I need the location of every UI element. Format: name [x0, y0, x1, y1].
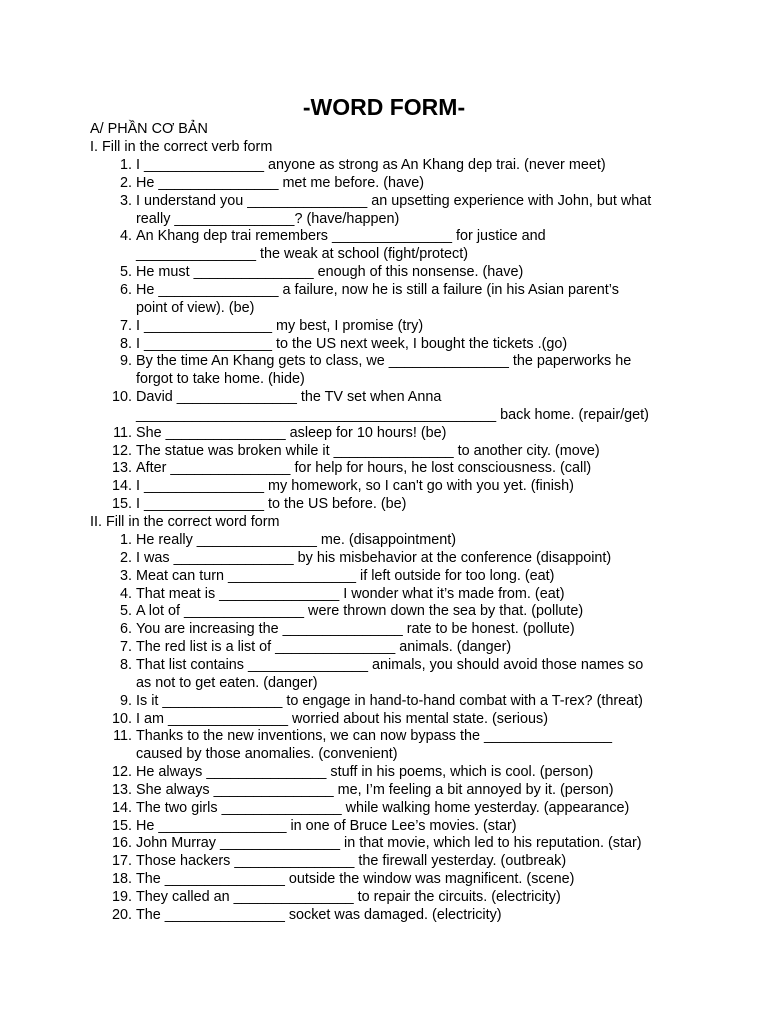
part1-item-text: point of view). (be) — [136, 299, 255, 316]
part2-item-number: 6. — [119, 621, 132, 638]
part2-item-number: 2. — [119, 549, 132, 566]
part2-item-text: The _______________ socket was damaged. (electricity) — [136, 906, 502, 923]
part1-item-text: forgot to take home. (hide) — [136, 371, 305, 388]
part2-item-number: 20. — [111, 906, 132, 923]
part1-item-number: 13. — [111, 460, 132, 477]
part2-item-text: You are increasing the _______________ rate to be honest. (pollute) — [136, 621, 575, 638]
part1-item-number: 15. — [111, 496, 132, 513]
part1-item-number: 14. — [111, 478, 132, 495]
part2-item-text: The red list is a list of _______________ animals. (danger) — [136, 639, 512, 656]
part2-item-number: 13. — [111, 781, 132, 798]
part1-item-text: An Khang dep trai remembers _______________ for justice and — [136, 228, 546, 245]
part1-heading: I. Fill in the correct verb form — [90, 139, 273, 155]
part1-item-text: He _______________ a failure, now he is still a failure (in his Asian parent’s — [136, 281, 619, 298]
part2-item-text: The two girls _______________ while walking home yesterday. (appearance) — [136, 799, 630, 816]
part2-item-number: 8. — [119, 656, 132, 673]
part1-item-text: I _______________ anyone as strong as An Khang dep trai. (never meet) — [136, 157, 606, 173]
part2-item-number: 11. — [113, 728, 132, 745]
part1-item-text: _______________ the weak at school (fight/protect) — [136, 246, 469, 263]
part2-item-number: 5. — [119, 603, 132, 620]
part1-item-text: By the time An Khang gets to class, we _______________ the paperworks he — [136, 353, 632, 370]
part2-item-text: I was _______________ by his misbehavior at the conference (disappoint) — [136, 549, 612, 566]
part2-item-text: John Murray _______________ in that movie, which led to his reputation. (star) — [136, 835, 642, 852]
part2-item-number: 14. — [111, 799, 132, 816]
part1-item-text: After _______________ for help for hours, he lost consciousness. (call) — [136, 460, 592, 477]
part2-item-text: Meat can turn ________________ if left outside for too long. (eat) — [136, 567, 555, 584]
part1-item-number: 3. — [119, 192, 132, 209]
part1-item-number: 1. — [119, 157, 132, 173]
part1-item-number: 9. — [119, 353, 132, 370]
part2-item-text: She always _______________ me, I’m feeling a bit annoyed by it. (person) — [136, 781, 614, 798]
part2-item-text: I am _______________ worried about his mental state. (serious) — [136, 710, 548, 727]
part1-item-text: The statue was broken while it _______________ to another city. (move) — [136, 442, 600, 459]
part2-item-number: 19. — [111, 889, 132, 905]
part2-item-text: He always _______________ stuff in his poems, which is cool. (person) — [136, 764, 594, 781]
part1-item-number: 10. — [111, 389, 132, 406]
part1-item-text: I understand you _______________ an upsetting experience with John, but what — [136, 192, 652, 209]
part2-item-number: 16. — [111, 835, 132, 852]
part2-item-number: 1. — [119, 532, 132, 548]
part2-item-text: That meat is _______________ I wonder what it’s made from. (eat) — [136, 585, 565, 602]
part2-item-text: A lot of _______________ were thrown down the sea by that. (pollute) — [136, 603, 584, 620]
part1-item-text: I _______________ to the US before. (be) — [136, 496, 407, 513]
part2-item-number: 10. — [111, 710, 132, 727]
part2-item-number: 15. — [111, 817, 132, 834]
part2-item-number: 9. — [119, 692, 132, 709]
part1-item-text: He must _______________ enough of this nonsense. (have) — [136, 264, 524, 281]
page-title: -WORD FORM- — [302, 94, 466, 120]
section-a-heading: A/ PHẦN CƠ BẢN — [90, 121, 208, 137]
part1-item-number: 11. — [113, 424, 132, 441]
part1-item-number: 5. — [119, 264, 132, 281]
part2-item-text: caused by those anomalies. (convenient) — [136, 746, 398, 763]
part1-item-number: 6. — [119, 281, 132, 298]
part2-item-text: He really _______________ me. (disappointment) — [136, 532, 457, 548]
part1-item-text: really _______________? (have/happen) — [136, 210, 400, 227]
part1-item-number: 12. — [111, 442, 132, 459]
part2-item-text: Those hackers _______________ the firewall yesterday. (outbreak) — [136, 853, 567, 870]
part2-item-number: 4. — [119, 585, 132, 602]
part2-item-number: 3. — [119, 567, 132, 584]
part2-item-text: They called an _______________ to repair the circuits. (electricity) — [136, 889, 561, 905]
part1-item-text: I _______________ my homework, so I can't go with you yet. (finish) — [136, 478, 574, 495]
part1-item-text: I ________________ my best, I promise (try) — [136, 317, 424, 334]
part1-item-text: _____________________________________________ back home. (repair/get) — [136, 406, 649, 423]
part1-item-text: He _______________ met me before. (have) — [136, 174, 425, 191]
part1-item-number: 7. — [119, 317, 132, 334]
part2-item-text: That list contains _______________ animals, you should avoid those names so — [136, 656, 644, 673]
part2-item-text: He ________________ in one of Bruce Lee’s movies. (star) — [136, 817, 517, 834]
part1-item-text: I ________________ to the US next week, I bought the tickets .(go) — [136, 335, 568, 352]
part1-item-number: 8. — [119, 335, 132, 352]
part2-item-text: Is it _______________ to engage in hand-to-hand combat with a T-rex? (threat) — [136, 692, 643, 709]
part2-heading: II. Fill in the correct word form — [90, 514, 280, 530]
part1-item-number: 4. — [119, 228, 132, 245]
part2-item-text: The _______________ outside the window was magnificent. (scene) — [136, 871, 575, 888]
part1-item-number: 2. — [119, 174, 132, 191]
part2-item-number: 18. — [111, 871, 132, 888]
part2-item-text: as not to get eaten. (danger) — [136, 674, 318, 691]
part2-item-number: 12. — [111, 764, 132, 781]
part2-item-text: Thanks to the new inventions, we can now bypass the ________________ — [136, 728, 613, 745]
part1-item-text: David _______________ the TV set when Anna — [136, 389, 442, 406]
part2-item-number: 17. — [111, 853, 132, 870]
part2-item-number: 7. — [119, 639, 132, 656]
part1-item-text: She _______________ asleep for 10 hours! (be) — [136, 424, 447, 441]
